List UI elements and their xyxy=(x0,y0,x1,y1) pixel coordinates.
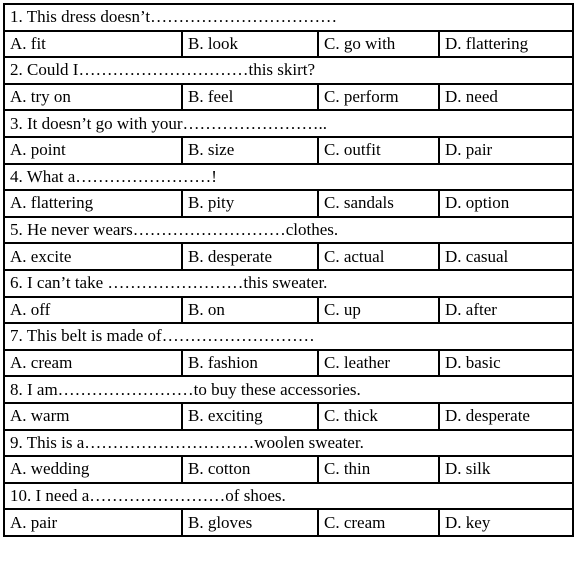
answer-option: C. outfit xyxy=(318,137,439,164)
question-prompt: 9. This is a…………………………woolen sweater. xyxy=(4,430,573,457)
options-row xyxy=(4,297,573,324)
answer-option: C. leather xyxy=(318,350,439,377)
answer-option: B. exciting xyxy=(182,403,318,430)
answer-option: C. sandals xyxy=(318,190,439,217)
answer-option: B. gloves xyxy=(182,509,318,536)
options-row xyxy=(4,84,573,111)
options-row xyxy=(4,190,573,217)
options-row xyxy=(4,350,573,377)
answer-option: A. excite xyxy=(4,243,182,270)
question-row xyxy=(4,164,573,191)
question-row xyxy=(4,270,573,297)
question-row xyxy=(4,323,573,350)
question-prompt: 10. I need a……………………of shoes. xyxy=(4,483,573,510)
answer-option: A. cream xyxy=(4,350,182,377)
answer-option: C. perform xyxy=(318,84,439,111)
answer-option: A. warm xyxy=(4,403,182,430)
answer-option: C. thick xyxy=(318,403,439,430)
options-row xyxy=(4,403,573,430)
answer-option: D. desperate xyxy=(439,403,573,430)
question-prompt: 7. This belt is made of……………………… xyxy=(4,323,573,350)
answer-option: C. cream xyxy=(318,509,439,536)
question-prompt: 1. This dress doesn’t…………………………… xyxy=(4,4,573,31)
question-prompt: 5. He never wears………………………clothes. xyxy=(4,217,573,244)
question-row xyxy=(4,483,573,510)
answer-option: A. off xyxy=(4,297,182,324)
question-row xyxy=(4,4,573,31)
answer-option: B. pity xyxy=(182,190,318,217)
answer-option: D. option xyxy=(439,190,573,217)
answer-option: C. up xyxy=(318,297,439,324)
options-row xyxy=(4,243,573,270)
answer-option: D. casual xyxy=(439,243,573,270)
answer-option: D. pair xyxy=(439,137,573,164)
question-prompt: 2. Could I…………………………this skirt? xyxy=(4,57,573,84)
question-row xyxy=(4,57,573,84)
options-row xyxy=(4,137,573,164)
answer-option: A. try on xyxy=(4,84,182,111)
question-prompt: 3. It doesn’t go with your…………………….. xyxy=(4,110,573,137)
question-prompt: 8. I am……………………to buy these accessories. xyxy=(4,376,573,403)
answer-option: B. size xyxy=(182,137,318,164)
question-prompt: 4. What a……………………! xyxy=(4,164,573,191)
answer-option: D. basic xyxy=(439,350,573,377)
answer-option: B. fashion xyxy=(182,350,318,377)
quiz-table xyxy=(3,3,574,537)
answer-option: B. desperate xyxy=(182,243,318,270)
answer-option: A. flattering xyxy=(4,190,182,217)
answer-option: B. look xyxy=(182,31,318,58)
answer-option: A. pair xyxy=(4,509,182,536)
options-row xyxy=(4,509,573,536)
answer-option: D. key xyxy=(439,509,573,536)
question-prompt: 6. I can’t take ……………………this sweater. xyxy=(4,270,573,297)
question-row xyxy=(4,217,573,244)
answer-option: D. need xyxy=(439,84,573,111)
answer-option: D. silk xyxy=(439,456,573,483)
question-row xyxy=(4,376,573,403)
answer-option: D. flattering xyxy=(439,31,573,58)
quiz-body xyxy=(4,4,573,536)
options-row xyxy=(4,31,573,58)
answer-option: B. on xyxy=(182,297,318,324)
answer-option: B. cotton xyxy=(182,456,318,483)
answer-option: A. point xyxy=(4,137,182,164)
answer-option: A. wedding xyxy=(4,456,182,483)
answer-option: C. actual xyxy=(318,243,439,270)
answer-option: A. fit xyxy=(4,31,182,58)
question-row xyxy=(4,430,573,457)
question-row xyxy=(4,110,573,137)
answer-option: C. thin xyxy=(318,456,439,483)
answer-option: C. go with xyxy=(318,31,439,58)
answer-option: D. after xyxy=(439,297,573,324)
answer-option: B. feel xyxy=(182,84,318,111)
options-row xyxy=(4,456,573,483)
